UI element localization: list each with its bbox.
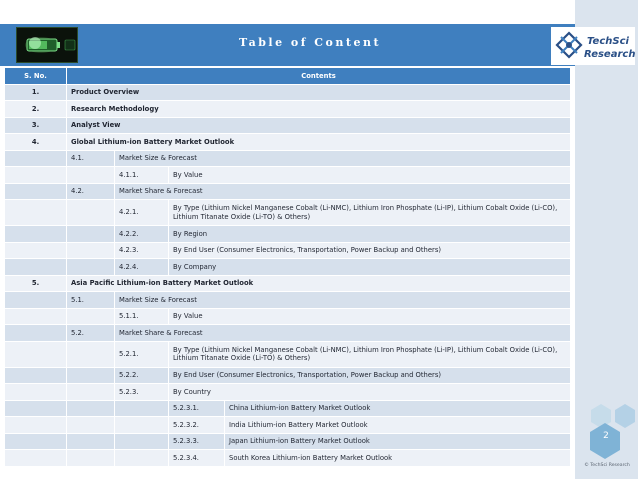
header-band: [0, 24, 575, 66]
logo-line2: Research: [584, 49, 635, 60]
toc-row: [5, 292, 571, 309]
toc-number: 4.1.: [67, 150, 115, 167]
toc-text: By Company: [169, 259, 571, 276]
toc-number: 4.1.1.: [115, 167, 169, 184]
toc-blank: [5, 417, 67, 434]
toc-text: By Type (Lithium Nickel Manganese Cobalt (Li-NMC), Lithium Iron Phosphate (Li-IP), Lithium Cobalt Oxide (Li-CO), Lithium Titanate Oxide (Li-TO) & Others): [169, 341, 571, 367]
toc-row: [5, 325, 571, 342]
toc-blank: [67, 367, 115, 384]
toc-number: 2.: [5, 101, 67, 118]
toc-blank: [5, 167, 67, 184]
logo-line1: TechSci: [587, 36, 629, 47]
toc-row: [5, 367, 571, 384]
toc-blank: [115, 400, 169, 417]
toc-header-row: [5, 68, 571, 85]
toc-blank: [67, 433, 115, 450]
toc-row: [5, 341, 571, 367]
toc-number: 4.2.: [67, 183, 115, 200]
toc-blank: [5, 341, 67, 367]
toc-row: [5, 200, 571, 226]
toc-text: By Type (Lithium Nickel Manganese Cobalt (Li-NMC), Lithium Iron Phosphate (Li-IP), Lithium Cobalt Oxide (Li-CO), Lithium Titanate Oxide (Li-TO) & Others): [169, 200, 571, 226]
toc-blank: [67, 308, 115, 325]
toc-blank: [5, 433, 67, 450]
toc-blank: [67, 417, 115, 434]
toc-number: 4.2.4.: [115, 259, 169, 276]
toc-blank: [67, 400, 115, 417]
toc-row: [5, 183, 571, 200]
toc-blank: [5, 292, 67, 309]
toc-row: [5, 275, 571, 292]
toc-number: 4.2.1.: [115, 200, 169, 226]
toc-row: [5, 308, 571, 325]
toc-number: 5.2.2.: [115, 367, 169, 384]
toc-number: 5.1.1.: [115, 308, 169, 325]
toc-row: [5, 417, 571, 434]
toc-row: [5, 226, 571, 243]
techsci-logo: [551, 27, 635, 65]
toc-row: [5, 384, 571, 401]
toc-row: [5, 101, 571, 118]
toc-blank: [5, 183, 67, 200]
toc-text: By Value: [169, 308, 571, 325]
toc-text: India Lithium-ion Battery Market Outlook: [225, 417, 571, 434]
toc-number: 5.2.3.4.: [169, 450, 225, 467]
toc-row: [5, 150, 571, 167]
toc-blank: [5, 259, 67, 276]
toc-number: 5.2.: [67, 325, 115, 342]
page-title: Table of Content: [238, 36, 382, 49]
toc-blank: [5, 367, 67, 384]
toc-blank: [67, 226, 115, 243]
toc-blank: [67, 200, 115, 226]
toc-blank: [115, 417, 169, 434]
toc-number: 3.: [5, 117, 67, 134]
toc-text: Product Overview: [67, 84, 571, 101]
toc-number: 5.1.: [67, 292, 115, 309]
toc-text: Analyst View: [67, 117, 571, 134]
toc-number: 5.2.3.: [115, 384, 169, 401]
toc-text: By Country: [169, 384, 571, 401]
toc-number: 4.: [5, 134, 67, 151]
toc-number: 4.2.3.: [115, 242, 169, 259]
toc-blank: [67, 450, 115, 467]
toc-blank: [5, 226, 67, 243]
toc-row: [5, 167, 571, 184]
toc-row: [5, 433, 571, 450]
toc-row: [5, 242, 571, 259]
toc-row: [5, 134, 571, 151]
toc-blank: [5, 450, 67, 467]
toc-text: Japan Lithium-ion Battery Market Outlook: [225, 433, 571, 450]
col-contents-header: Contents: [67, 68, 571, 85]
toc-number: 5.2.1.: [115, 341, 169, 367]
copyright-text: © TechSci Research: [584, 463, 630, 468]
page-number: 2: [603, 431, 609, 441]
toc-row: [5, 259, 571, 276]
toc-text: Market Share & Forecast: [115, 183, 571, 200]
toc-text: Research Methodology: [67, 101, 571, 118]
toc-blank: [67, 242, 115, 259]
toc-row: [5, 117, 571, 134]
toc-text: Market Size & Forecast: [115, 292, 571, 309]
toc-blank: [5, 242, 67, 259]
toc-blank: [67, 167, 115, 184]
toc-blank: [5, 384, 67, 401]
toc-text: By Value: [169, 167, 571, 184]
toc-blank: [5, 308, 67, 325]
toc-number: 5.2.3.3.: [169, 433, 225, 450]
toc-text: South Korea Lithium-ion Battery Market Outlook: [225, 450, 571, 467]
toc-blank: [5, 200, 67, 226]
toc-blank: [115, 450, 169, 467]
toc-number: 5.: [5, 275, 67, 292]
toc-text: By End User (Consumer Electronics, Transportation, Power Backup and Others): [169, 242, 571, 259]
toc-blank: [67, 259, 115, 276]
toc-blank: [67, 341, 115, 367]
toc-text: Asia Pacific Lithium-ion Battery Market Outlook: [67, 275, 571, 292]
toc-blank: [5, 400, 67, 417]
toc-number: 4.2.2.: [115, 226, 169, 243]
toc-number: 5.2.3.2.: [169, 417, 225, 434]
toc-blank: [5, 150, 67, 167]
battery-image: [16, 27, 78, 63]
toc-row: [5, 400, 571, 417]
toc-number: 1.: [5, 84, 67, 101]
toc-table: [4, 67, 571, 467]
toc-text: Market Size & Forecast: [115, 150, 571, 167]
toc-number: 5.2.3.1.: [169, 400, 225, 417]
toc-blank: [115, 433, 169, 450]
toc-text: China Lithium-ion Battery Market Outlook: [225, 400, 571, 417]
col-sno-header: S. No.: [5, 68, 67, 85]
toc-text: Market Share & Forecast: [115, 325, 571, 342]
toc-text: By Region: [169, 226, 571, 243]
toc-text: Global Lithium-ion Battery Market Outlook: [67, 134, 571, 151]
toc-blank: [5, 325, 67, 342]
toc-text: By End User (Consumer Electronics, Transportation, Power Backup and Others): [169, 367, 571, 384]
toc-row: [5, 84, 571, 101]
toc-row: [5, 450, 571, 467]
toc-blank: [67, 384, 115, 401]
